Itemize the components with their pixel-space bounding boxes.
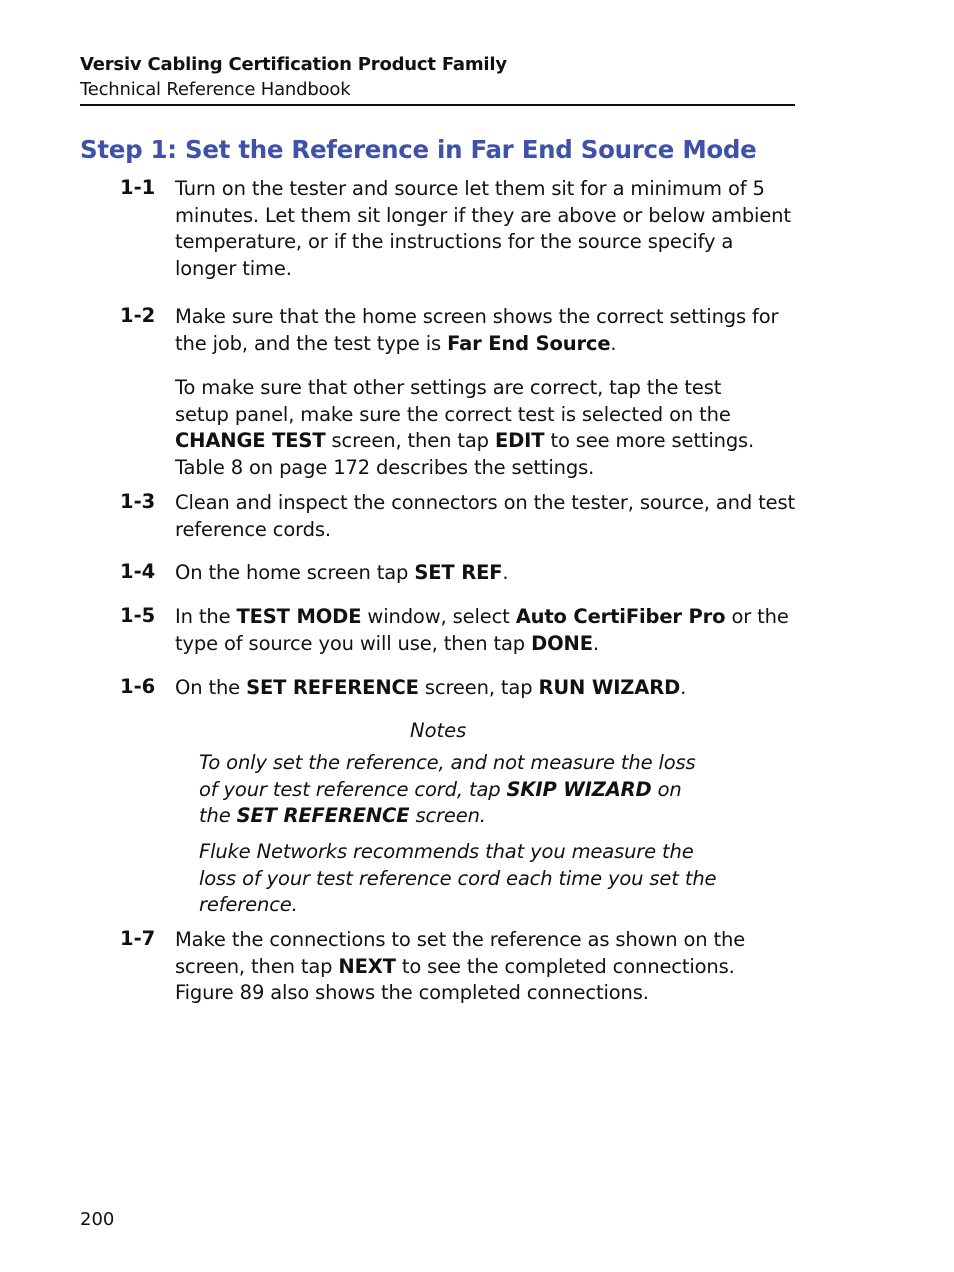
step-text: On the home screen tap SET REF.	[175, 561, 509, 584]
notes-title: Notes	[410, 719, 467, 742]
header-subtitle: Technical Reference Handbook	[80, 79, 351, 100]
step-text: Make sure that the home screen shows the correct settings for the job, and the test type is Far End Source.	[175, 305, 779, 355]
step-text: On the SET REFERENCE screen, tap RUN WIZARD.	[175, 676, 687, 699]
step-number: 1-5	[120, 604, 156, 627]
header-title: Versiv Cabling Certification Product Family	[80, 54, 507, 75]
step-number: 1-2	[120, 304, 156, 327]
step-number: 1-6	[120, 675, 156, 698]
note-2: Fluke Networks recommends that you measure the loss of your test reference cord each time you set the reference.	[199, 840, 717, 916]
header-divider	[80, 104, 795, 106]
page-number: 200	[80, 1209, 115, 1230]
step-text: Make the connections to set the reference as shown on the screen, then tap NEXT to see the completed connections. Figure 89 also shows the completed connections.	[175, 928, 746, 1004]
step-text: Turn on the tester and source let them sit for a minimum of 5 minutes. Let them sit longer if they are above or below ambient temperature, or if the instructions for the source specify a longer time.	[175, 177, 791, 280]
step-paragraph: To make sure that other settings are correct, tap the test setup panel, make sure the correct test is selected on the CHANGE TEST screen, then tap EDIT to see more settings. Table 8 on page 172 describes the settings.	[175, 376, 755, 479]
step-number: 1-7	[120, 927, 156, 950]
step-text: Clean and inspect the connectors on the tester, source, and test reference cords.	[175, 491, 795, 541]
note-1: To only set the reference, and not measure the loss of your test reference cord, tap SKIP WIZARD on the SET REFERENCE screen.	[199, 751, 696, 827]
section-heading: Step 1: Set the Reference in Far End Source Mode	[80, 135, 757, 164]
step-number: 1-4	[120, 560, 156, 583]
step-number: 1-3	[120, 490, 156, 513]
step-text: In the TEST MODE window, select Auto CertiFiber Pro or the type of source you will use, then tap DONE.	[175, 605, 789, 655]
step-number: 1-1	[120, 176, 156, 199]
